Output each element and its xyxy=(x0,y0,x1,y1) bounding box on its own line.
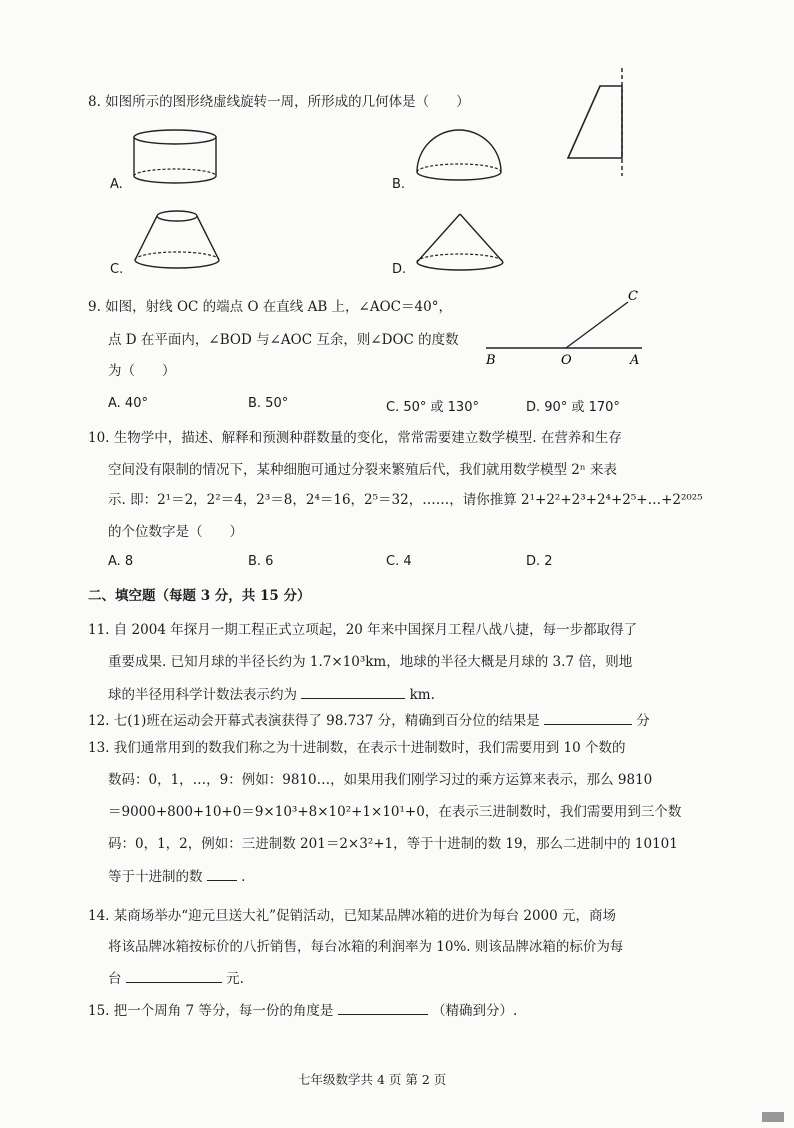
q13-line3: ＝9000+800+10+0＝9×10³+8×10²+1×10¹+0，在表示三进制数时，我们需要用到三个数 xyxy=(108,804,682,820)
q14-answer-blank[interactable] xyxy=(126,968,222,983)
q8-cylinder-figure xyxy=(130,128,220,188)
q8-option-c[interactable]: C. xyxy=(110,262,124,277)
q9-label-a: A xyxy=(630,353,640,368)
q9-angle-figure xyxy=(482,288,652,368)
q8-option-a[interactable]: A. xyxy=(110,177,123,192)
q11-answer-blank[interactable] xyxy=(301,684,405,699)
q12-line xyxy=(88,710,650,731)
q8-stem: 8. 如图所示的图形绕虚线旋转一周，所形成的几何体是（ ） xyxy=(88,94,470,110)
q15-answer-blank[interactable] xyxy=(338,1000,428,1015)
q9-label-b: B xyxy=(486,353,496,368)
q10-option-d[interactable]: D. 2 xyxy=(526,554,553,569)
q14-line1: 14. 某商场举办“迎元旦送大礼”促销活动，已知某品牌冰箱的进价为每台 2000 元，商场 xyxy=(88,908,617,924)
q10-option-b[interactable]: B. 6 xyxy=(248,554,274,569)
q15-note: （精确到分）. xyxy=(432,1003,518,1019)
q9-line1: 9. 如图，射线 OC 的端点 O 在直线 AB 上，∠AOC＝40°， xyxy=(88,299,452,315)
q10-line2: 空间没有限制的情况下，某种细胞可通过分裂来繁殖后代，我们就用数学模型 2ⁿ 来表 xyxy=(108,462,618,478)
q13-line4: 码：0，1，2，例如：三进制数 201＝2×3²+1，等于十进制的数 19，那么二进制中的 10101 xyxy=(108,836,678,852)
q10-line4: 的个位数字是（ ） xyxy=(108,524,243,540)
q11-line3-text: 球的半径用科学计数法表示约为 xyxy=(108,687,297,703)
q13-line1: 13. 我们通常用到的数我们称之为十进制数，在表示十进制数时，我们需要用到 10 个数的 xyxy=(88,740,626,756)
q8-option-d[interactable]: D. xyxy=(392,262,407,277)
page-footer: 七年级数学共 4 页 第 2 页 xyxy=(298,1072,447,1087)
q9-option-c[interactable]: C. 50° 或 130° xyxy=(386,400,479,415)
q14-unit: 元. xyxy=(226,971,244,987)
section-2-title: 二、填空题（每题 3 分，共 15 分） xyxy=(88,588,311,604)
q15-line xyxy=(88,1000,517,1021)
q10-line1: 10. 生物学中，描述、解释和预测种群数量的变化，常常需要建立数学模型. 在营养和生存 xyxy=(88,430,622,446)
q14-line3-text: 台 xyxy=(108,971,122,987)
q15-text: 15. 把一个周角 7 等分，每一份的角度是 xyxy=(88,1003,334,1019)
q10-option-c[interactable]: C. 4 xyxy=(386,554,412,569)
q8-cone-figure xyxy=(414,212,506,276)
q12-answer-blank[interactable] xyxy=(544,710,632,725)
q13-answer-blank[interactable] xyxy=(207,866,237,881)
q11-unit: km. xyxy=(409,687,435,703)
q8-trapezoid-figure xyxy=(560,68,630,178)
q12-unit: 分 xyxy=(636,713,650,729)
q9-option-a[interactable]: A. 40° xyxy=(108,396,148,411)
q9-label-o: O xyxy=(561,353,572,368)
watermark-icon xyxy=(762,1112,784,1122)
q8-hemisphere-figure xyxy=(414,122,504,184)
q14-line2: 将该品牌冰箱按标价的八折销售，每台冰箱的利润率为 10%. 则该品牌冰箱的标价为每 xyxy=(108,939,624,955)
q13-line2: 数码：0，1，…，9：例如：9810…，如果用我们刚学习过的乘方运算来表示，那么 9810 xyxy=(108,772,653,788)
q9-line3: 为（ ） xyxy=(108,363,176,379)
q11-line3 xyxy=(108,684,435,705)
q13-line5-text: 等于十进制的数 xyxy=(108,869,203,885)
q8-frustum-figure xyxy=(132,208,222,274)
q9-line2: 点 D 在平面内，∠BOD 与∠AOC 互余，则∠DOC 的度数 xyxy=(108,332,459,348)
q14-line3 xyxy=(108,968,244,989)
q9-option-d[interactable]: D. 90° 或 170° xyxy=(526,400,620,415)
q11-line1: 11. 自 2004 年探月一期工程正式立项起，20 年来中国探月工程八战八捷，每一步都取得了 xyxy=(88,622,638,638)
q9-label-c: C xyxy=(628,289,638,304)
q9-option-b[interactable]: B. 50° xyxy=(248,396,289,411)
q12-text: 12. 七(1)班在运动会开幕式表演获得了 98.737 分，精确到百分位的结果是 xyxy=(88,713,540,729)
q11-line2: 重要成果. 已知月球的半径长约为 1.7×10³km，地球的半径大概是月球的 3.7 倍，则地 xyxy=(108,654,633,670)
q10-option-a[interactable]: A. 8 xyxy=(108,554,134,569)
q8-option-b[interactable]: B. xyxy=(392,177,406,192)
q10-line3: 示. 即：2¹＝2，2²＝4，2³＝8，2⁴＝16，2⁵＝32，……，请你推算 2¹+2²+2³+2⁴+2⁵+…+2²⁰²⁵ xyxy=(108,492,703,508)
q13-line5 xyxy=(108,866,245,887)
q13-line5-end: . xyxy=(241,869,246,885)
